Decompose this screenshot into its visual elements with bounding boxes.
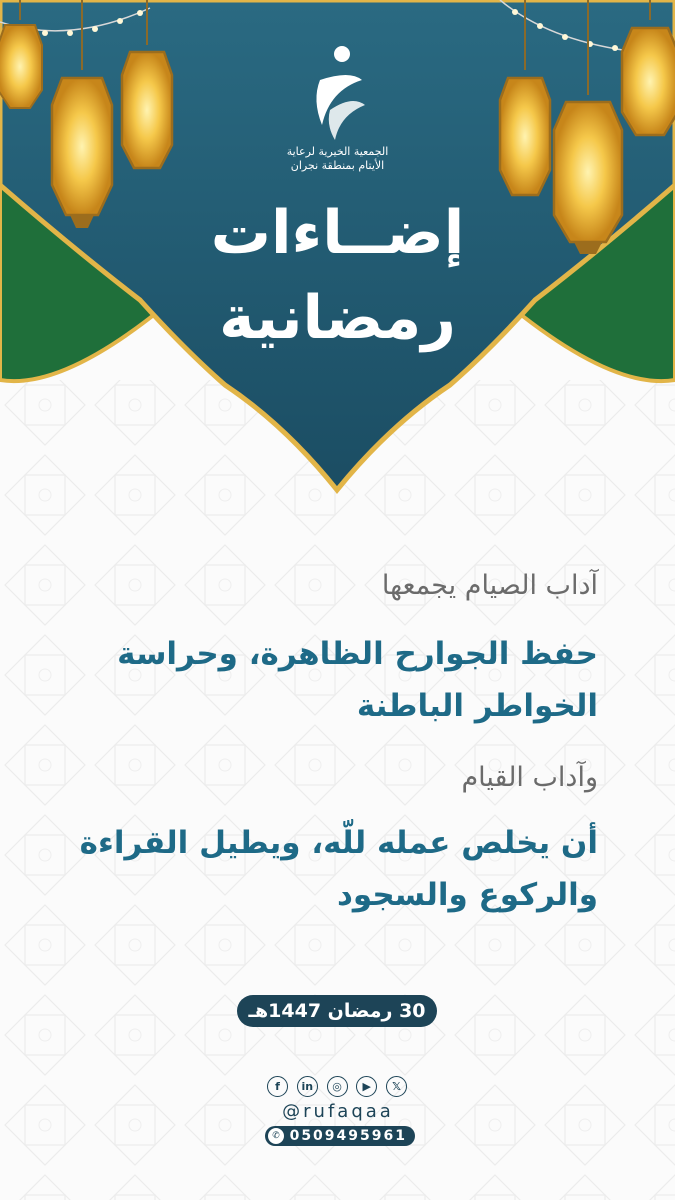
qiyam-label-text: وآداب القيام <box>461 762 598 793</box>
youtube-icon[interactable]: ▶ <box>356 1076 377 1097</box>
instagram-icon[interactable]: ◎ <box>327 1076 348 1097</box>
qiyam-text-line1: أن يخلص عمله للّه، ويطيل القراءة <box>79 825 598 861</box>
org-name <box>230 145 445 173</box>
phone-number-badge[interactable] <box>265 1126 415 1146</box>
org-name-line1: الجمعية الخيرية لرعاية <box>286 145 389 158</box>
org-name-line2: الأيتام بمنطقة نجران <box>290 159 385 172</box>
x-icon[interactable]: 𝕏 <box>386 1076 407 1097</box>
page-title-line2: رمضانية <box>219 283 456 353</box>
fasting-text-line2: الخواطر الباطنة <box>356 688 598 724</box>
fasting-text-line1: حفظ الجوارح الظاهرة، وحراسة <box>117 636 598 672</box>
facebook-icon[interactable]: f <box>267 1076 288 1097</box>
fasting-label <box>58 570 598 601</box>
qiyam-text-line2: والركوع والسجود <box>336 877 598 913</box>
page-title-line1: إضــاءات <box>210 198 465 268</box>
whatsapp-icon: ✆ <box>268 1128 284 1144</box>
fasting-label-text: آداب الصيام يجمعها <box>381 570 598 601</box>
qiyam-label <box>58 762 598 793</box>
social-handle[interactable]: @rufaqaa <box>282 1101 394 1122</box>
qiyam-text <box>58 817 598 921</box>
social-links <box>267 1076 407 1098</box>
phone-number: 0509495961 <box>289 1128 407 1144</box>
linkedin-icon[interactable]: in <box>297 1076 318 1097</box>
fasting-text <box>58 628 598 732</box>
date-badge: 30 رمضان 1447هـ <box>237 995 437 1027</box>
